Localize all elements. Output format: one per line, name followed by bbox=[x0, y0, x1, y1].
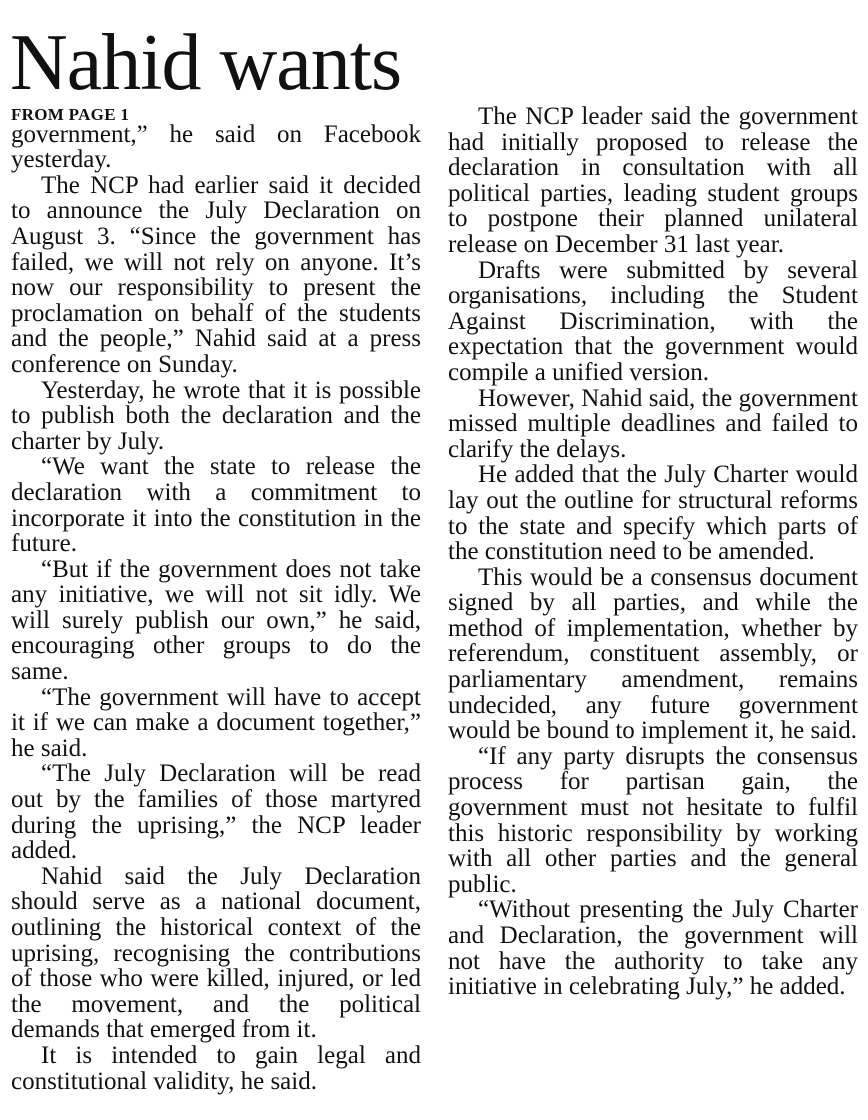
article-paragraph: government,” he said on Facebook yesterday. bbox=[11, 120, 421, 174]
article-paragraph: “Without presenting the July Charter and Declaration, the government will not have the authority to take any initiative in celebrating July,” he added. bbox=[448, 896, 858, 1001]
article-paragraph: Drafts were submitted by several organisations, including the Student Against Discrimination, with the expectation that the government would compile a unified version. bbox=[448, 256, 858, 386]
article-column-right bbox=[448, 104, 858, 1000]
article-paragraph: Nahid said the July Declaration should serve as a national document, outlining the historical context of the uprising, recognising the contributions of those who were killed, injured, or led the movement, and the political demands that emerged from it. bbox=[11, 862, 421, 1044]
article-paragraph: However, Nahid said, the government missed multiple deadlines and failed to clarify the delays. bbox=[448, 384, 858, 463]
jump-label: FROM PAGE 1 bbox=[11, 105, 130, 124]
article-paragraph: He added that the July Charter would lay out the outline for structural reforms to the state and specify which parts of the constitution need to be amended. bbox=[448, 461, 858, 566]
article-paragraph: “The government will have to accept it if we can make a document together,” he said. bbox=[11, 683, 421, 762]
article-paragraph: “But if the government does not take any initiative, we will not sit idly. We will surely publish our own,” he said, encouraging other groups to do the same. bbox=[11, 555, 421, 686]
article-paragraph: This would be a consensus document signed by all parties, and while the method of implementation, whether by referendum, constituent assembly, or parliamentary amendment, remains undecided, any future government would be bound to implement it, he said. bbox=[448, 563, 858, 745]
headline: Nahid wants bbox=[10, 19, 402, 107]
article-paragraph: “We want the state to release the declaration with a commitment to incorporate it into the constitution in the future. bbox=[11, 453, 421, 558]
article-paragraph: “If any party disrupts the consensus process for partisan gain, the government must not hesitate to fulfil this historic responsibility by working with all other parties and the general public. bbox=[448, 742, 858, 898]
article-paragraph: “The July Declaration will be read out by the families of those martyred during the uprising,” the NCP leader added. bbox=[11, 760, 421, 865]
article-column-left bbox=[11, 102, 421, 1094]
article-paragraph: The NCP had earlier said it decided to announce the July Declaration on August 3. “Since the government has failed, we will not rely on anyone. It’s now our responsibility to present the proclamation on behalf of the students and the people,” Nahid said at a press conference on Sunday. bbox=[11, 171, 421, 378]
article-paragraph: The NCP leader said the government had initially proposed to release the declaration in consultation with all political parties, leading student groups to postpone their planned unilateral release on December 31 last year. bbox=[448, 103, 858, 258]
article-paragraph: It is intended to gain legal and constitutional validity, he said. bbox=[11, 1041, 421, 1095]
article-paragraph: Yesterday, he wrote that it is possible to publish both the declaration and the charter by July. bbox=[11, 376, 421, 455]
